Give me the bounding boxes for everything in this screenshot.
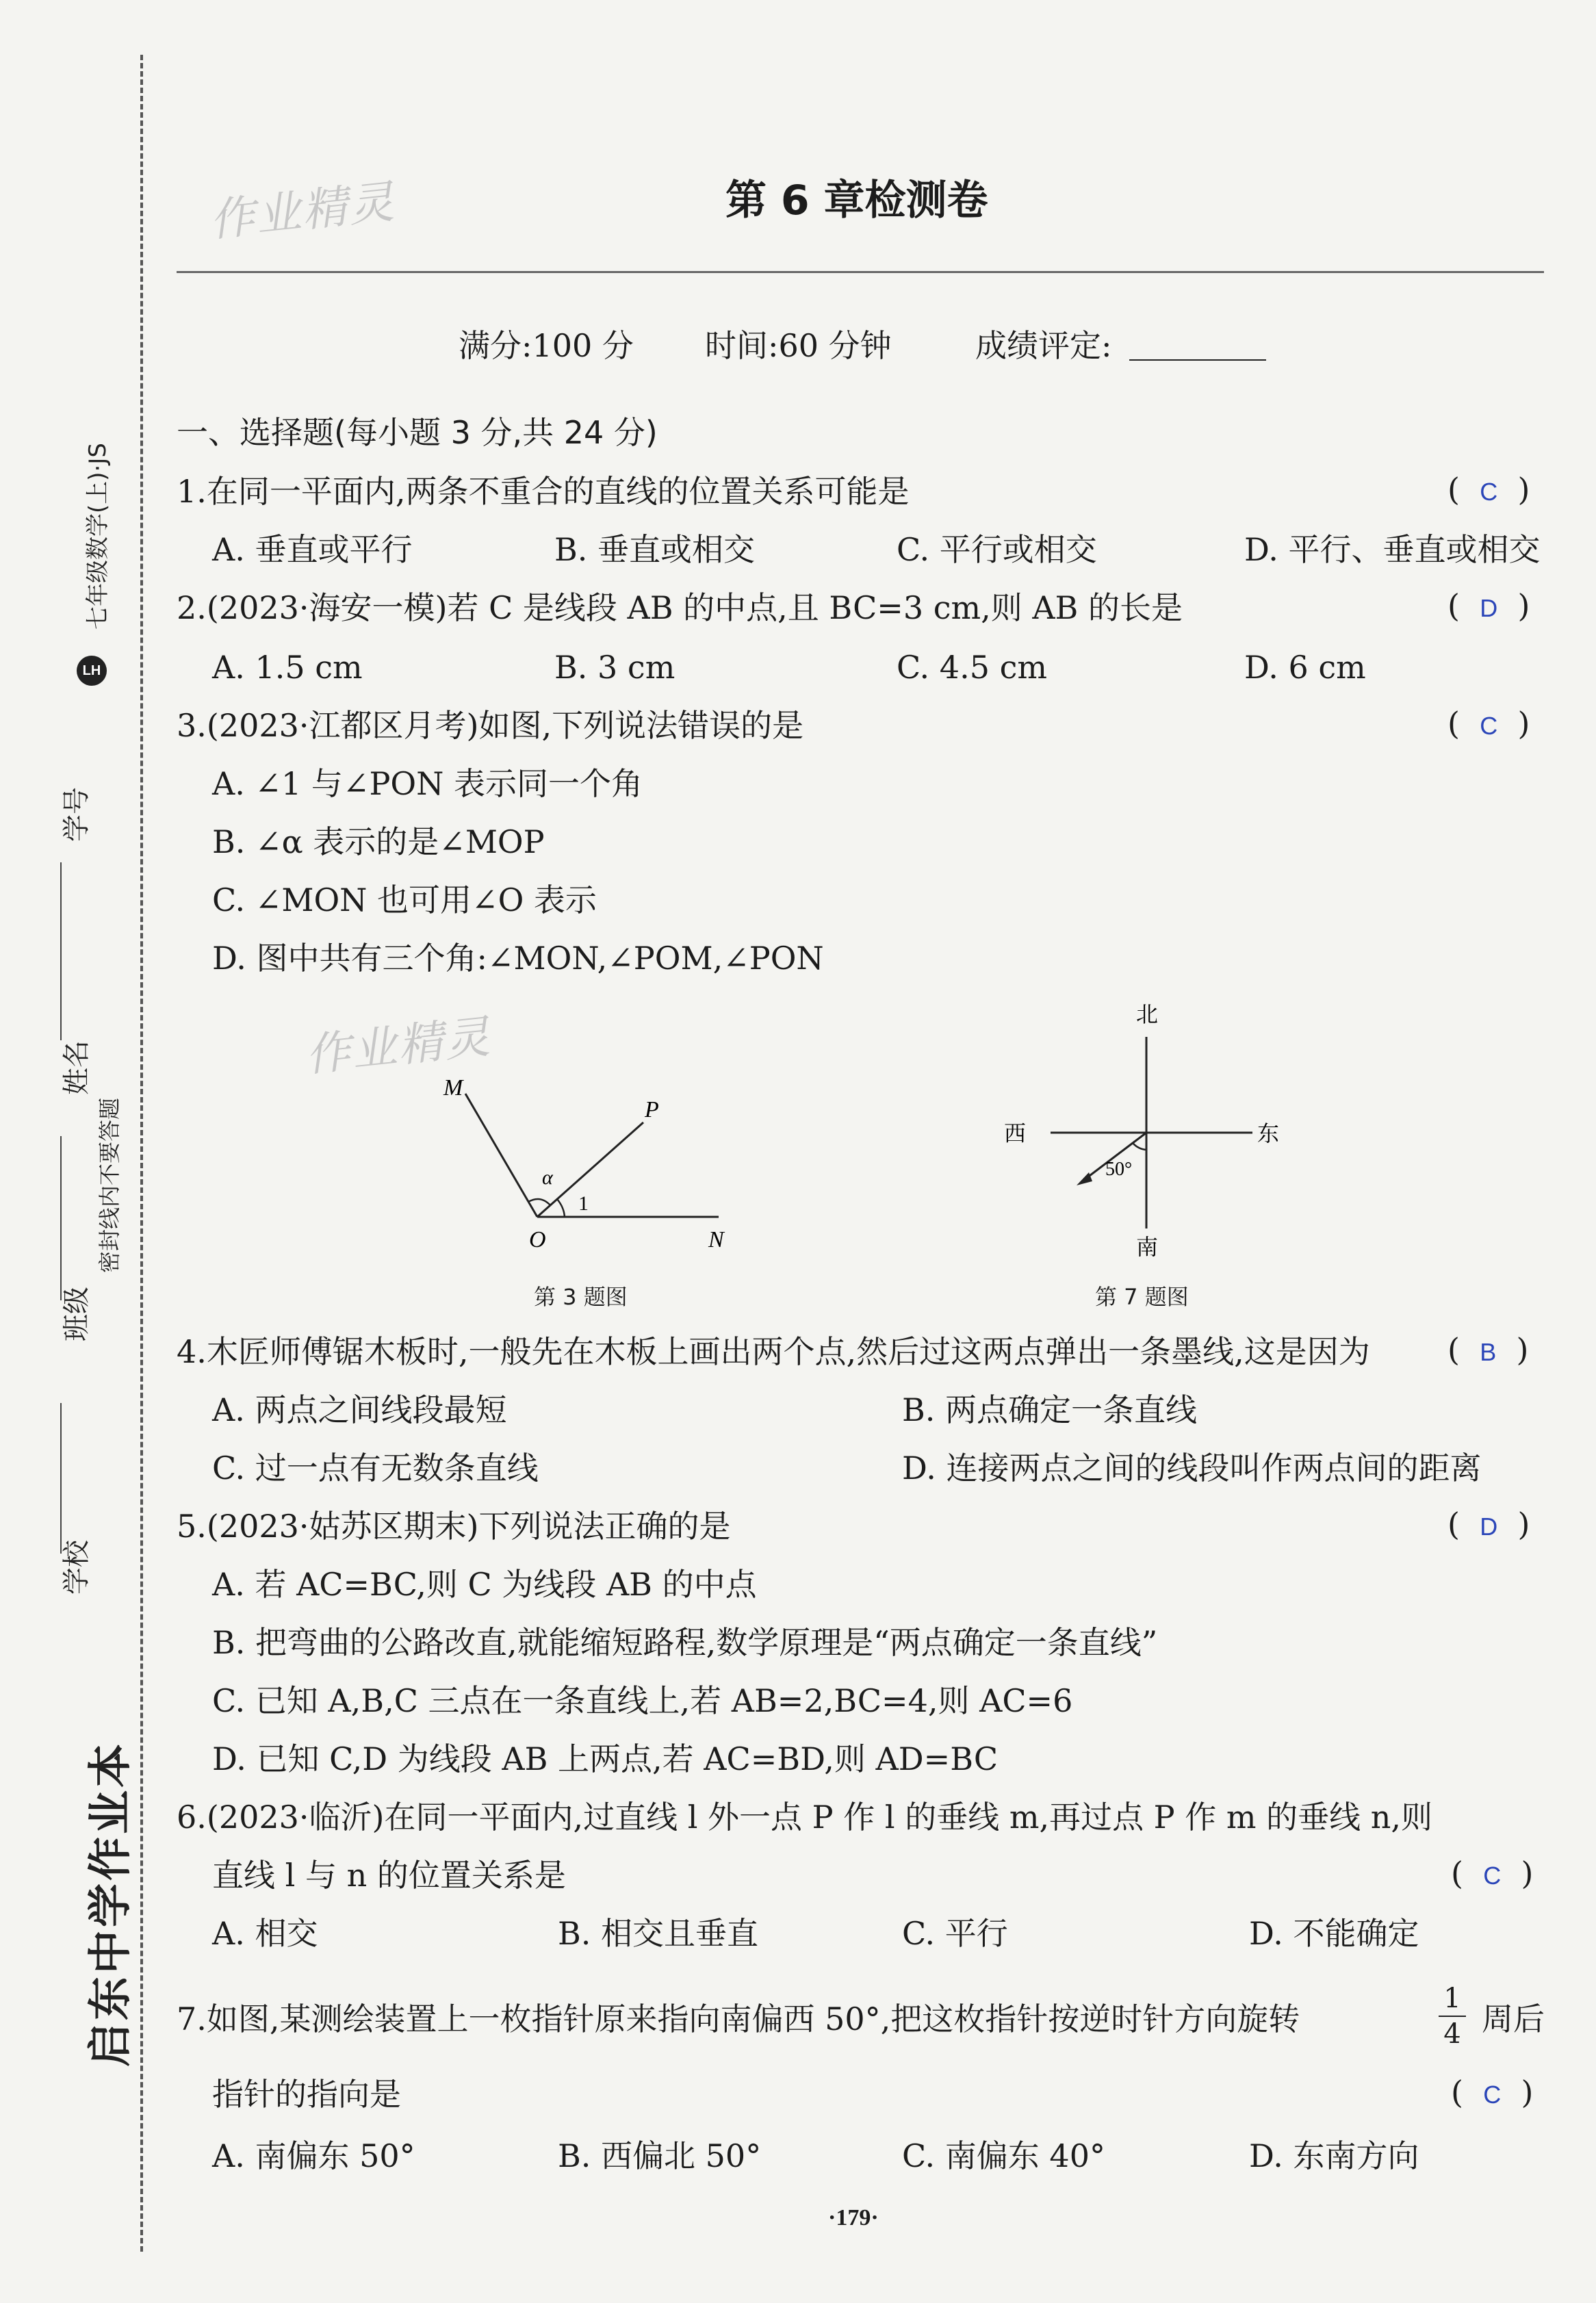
q2-option-c: C. 4.5 cm	[897, 649, 1047, 686]
q7-option-d: D. 东南方向	[1249, 2137, 1419, 2174]
q2-option-d: D. 6 cm	[1244, 649, 1366, 686]
q3-option-c: C. ∠MON 也可用∠O 表示	[212, 882, 597, 918]
q6-num: 6.	[177, 1799, 207, 1836]
q6-option-d: D. 不能确定	[1249, 1915, 1419, 1952]
q6-stem-line2: 直线 l 与 n 的位置关系是	[212, 1857, 566, 1894]
page-number: ·179·	[828, 2205, 879, 2230]
q7-stem	[177, 1998, 1300, 2040]
q1-answer: C	[1480, 478, 1498, 506]
q4-stem	[177, 1331, 1370, 1372]
page-title: 第 6 章检测卷	[725, 177, 988, 224]
q6-stem	[177, 1797, 1432, 1838]
watermark-top: 作业精灵	[207, 175, 398, 247]
q7-stem-line2: 指针的指向是	[212, 2076, 401, 2113]
angle-arc-alpha	[528, 1199, 550, 1205]
q6-option-c: C. 平行	[902, 1915, 1008, 1952]
ray-op	[537, 1122, 643, 1217]
q7-fraction	[1439, 1981, 1466, 2051]
angle-arc-one	[557, 1199, 565, 1217]
q6-text: (2023·临沂)在同一平面内,过直线 l 外一点 P 作 l 的垂线 m,再过点 P 作 m 的垂线 n,则	[206, 1799, 1432, 1836]
q5-option-a: A. 若 AC=BC,则 C 为线段 AB 的中点	[212, 1566, 757, 1603]
q1-option-a: A. 垂直或平行	[212, 531, 413, 568]
q2-answer-box[interactable]: ( D )	[1447, 587, 1530, 624]
label-n: N	[708, 1227, 724, 1252]
meta-time: 时间:60 分钟	[705, 327, 892, 364]
q7-fraction-denominator: 4	[1443, 2018, 1461, 2050]
meta-grade-label: 成绩评定:	[975, 327, 1112, 364]
meta-full-score: 满分:100 分	[459, 327, 634, 364]
q5-option-b: B. 把弯曲的公路改直,就能缩短路程,数学原理是“两点确定一条直线”	[212, 1624, 1158, 1661]
label-west: 西	[1004, 1120, 1027, 1146]
q3-option-b: B. ∠α 表示的是∠MOP	[212, 823, 545, 860]
q7-fraction-numerator: 1	[1439, 1981, 1466, 2017]
q5-option-c: C. 已知 A,B,C 三点在一条直线上,若 AB=2,BC=4,则 AC=6	[212, 1682, 1073, 1719]
q5-option-d: D. 已知 C,D 为线段 AB 上两点,若 AC=BD,则 AD=BC	[212, 1740, 999, 1777]
side-field-name-line	[60, 862, 62, 1040]
q4-num: 4.	[177, 1333, 207, 1370]
q7-option-a: A. 南偏东 50°	[212, 2137, 415, 2174]
label-m: M	[443, 1075, 463, 1101]
label-one: 1	[578, 1192, 589, 1215]
q2-num: 2.	[177, 589, 207, 626]
q5-text: (2023·姑苏区期末)下列说法正确的是	[206, 1508, 731, 1545]
watermark-middle: 作业精灵	[303, 1009, 493, 1082]
q4-text: 木匠师傅锯木板时,一般先在木板上画出两个点,然后过这两点弹出一条墨线,这是因为	[206, 1333, 1370, 1370]
q6-option-a: A. 相交	[212, 1915, 318, 1952]
q4-option-c: C. 过一点有无数条直线	[212, 1450, 539, 1487]
label-east: 东	[1257, 1120, 1280, 1146]
q4-option-d: D. 连接两点之间的线段叫作两点间的距离	[902, 1450, 1482, 1487]
q2-option-a: A. 1.5 cm	[212, 649, 363, 686]
q7-stem-tail: 周后	[1482, 2000, 1545, 2037]
label-angle: 50°	[1105, 1159, 1133, 1180]
q7-num: 7.	[177, 2000, 207, 2037]
side-field-class: 班级	[61, 1287, 92, 1341]
q2-answer: D	[1480, 594, 1498, 622]
figure-7-caption: 第 7 题图	[1095, 1284, 1189, 1310]
q7-option-c: C. 南偏东 40°	[902, 2137, 1105, 2174]
q3-answer-box[interactable]: ( C )	[1447, 705, 1530, 742]
side-field-class-line	[60, 1136, 62, 1300]
q3-text: (2023·江都区月考)如图,下列说法错误的是	[206, 707, 804, 744]
q4-answer-box[interactable]: ( B )	[1447, 1331, 1529, 1368]
side-warning: 密封线内不要答题	[96, 1097, 123, 1273]
figure-3-caption: 第 3 题图	[534, 1284, 628, 1310]
label-p: P	[645, 1097, 659, 1122]
q1-option-b: B. 垂直或相交	[554, 531, 756, 568]
q7-text: 如图,某测绘装置上一枚指针原来指向南偏西 50°,把这枚指针按逆时针方向旋转	[206, 2000, 1300, 2037]
ray-om	[465, 1094, 537, 1217]
q1-option-c: C. 平行或相交	[897, 531, 1097, 568]
q1-answer-box[interactable]: ( C )	[1447, 471, 1530, 508]
q4-option-b: B. 两点确定一条直线	[902, 1391, 1198, 1428]
label-south: 南	[1136, 1234, 1159, 1260]
label-alpha: α	[542, 1166, 553, 1189]
q1-text: 在同一平面内,两条不重合的直线的位置关系可能是	[206, 473, 910, 510]
label-o: O	[529, 1227, 546, 1252]
q6-answer-box[interactable]: ( C )	[1451, 1855, 1534, 1892]
side-badge	[77, 656, 107, 686]
q6-answer: C	[1483, 1862, 1502, 1890]
side-book-title: 启东中学作业本	[86, 1741, 136, 2067]
figure-7	[996, 996, 1297, 1263]
figure-3	[438, 1033, 767, 1266]
q7-answer: C	[1483, 2081, 1502, 2109]
q3-option-a: A. ∠1 与∠PON 表示同一个角	[212, 765, 643, 802]
q7-option-b: B. 西偏北 50°	[558, 2137, 762, 2174]
q7-answer-box[interactable]: ( C )	[1451, 2074, 1534, 2111]
q5-stem	[177, 1506, 730, 1547]
side-badge-text: LH	[82, 663, 101, 678]
q2-option-b: B. 3 cm	[554, 649, 675, 686]
q1-option-d: D. 平行、垂直或相交	[1244, 531, 1541, 568]
q4-answer: B	[1480, 1338, 1497, 1366]
title-rule	[177, 271, 1544, 273]
q5-num: 5.	[177, 1508, 207, 1545]
section-heading: 一、选择题(每小题 3 分,共 24 分)	[177, 414, 658, 451]
q5-answer: D	[1480, 1513, 1498, 1541]
side-field-id: 学号	[61, 787, 92, 842]
q3-option-d: D. 图中共有三个角:∠MON,∠POM,∠PON	[212, 940, 824, 977]
angle-arc-50	[1133, 1143, 1146, 1150]
grade-blank[interactable]	[1129, 359, 1266, 361]
q2-stem	[177, 587, 1183, 628]
side-field-school-line	[60, 1403, 62, 1554]
binding-dashed-line	[140, 55, 143, 2252]
label-north: 北	[1136, 1001, 1159, 1027]
q1-num: 1.	[177, 473, 207, 510]
q3-answer: C	[1480, 712, 1498, 740]
q6-option-b: B. 相交且垂直	[558, 1915, 759, 1952]
q2-text: (2023·海安一模)若 C 是线段 AB 的中点,且 BC=3 cm,则 AB 的长是	[206, 589, 1183, 626]
q3-stem	[177, 705, 803, 746]
q5-answer-box[interactable]: ( D )	[1447, 1506, 1530, 1543]
side-field-school: 学校	[61, 1540, 92, 1595]
side-field-name: 姓名	[61, 1040, 92, 1095]
q4-option-a: A. 两点之间线段最短	[212, 1391, 507, 1428]
q1-stem	[177, 471, 910, 512]
side-series: 七年级数学(上)·JS	[84, 443, 112, 630]
q3-num: 3.	[177, 707, 207, 744]
